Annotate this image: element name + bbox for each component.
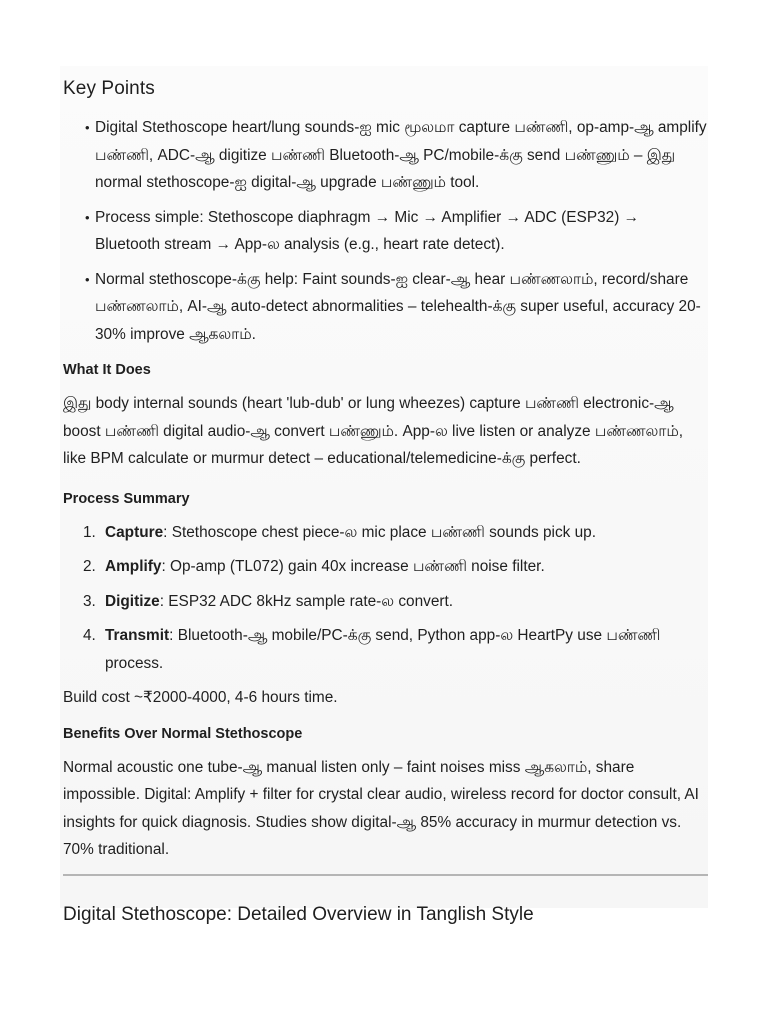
step-text: : ESP32 ADC 8kHz sample rate-ல convert. bbox=[159, 592, 454, 610]
key-points-list bbox=[63, 114, 708, 348]
step-number: 1. bbox=[83, 523, 96, 541]
list-item bbox=[83, 622, 708, 677]
step-term: Capture bbox=[105, 523, 164, 541]
step-term: Amplify bbox=[105, 558, 162, 575]
article-content bbox=[63, 72, 708, 926]
process-summary-heading: Process Summary bbox=[63, 490, 190, 507]
list-item: • Normal stethoscope-க்கு help: Faint sounds-ஐ clear-ஆ hear பண்ணலாம், record/share பண்ணலாம், AI-ஆ auto-detect abnormalities – telehealth-க்கு super useful, accuracy 20-30% improve ஆகலாம். bbox=[85, 266, 708, 349]
overview-section-title: Digital Stethoscope: Detailed Overview in Tanglish Style bbox=[63, 903, 534, 925]
step-term: Digitize bbox=[105, 592, 160, 610]
list-item bbox=[83, 519, 708, 547]
list-item bbox=[83, 553, 708, 581]
step-number: 2. bbox=[83, 558, 96, 575]
what-it-does-body: இது body internal sounds (heart 'lub-dub' or lung wheezes) capture பண்ணி electronic-ஆ boost பண்ணி digital audio-ஆ convert பண்ணும். App-ல live listen or analyze பண்ணலாம், like BPM calculate or murmur detect – educational/telemedicine-க்கு perfect. bbox=[63, 395, 683, 467]
step-term: Transmit bbox=[105, 627, 170, 644]
key-points-heading: Key Points bbox=[63, 78, 155, 99]
step-text: : Bluetooth-ஆ mobile/PC-க்கு send, Python app-ல HeartPy use பண்ணி process. bbox=[105, 627, 661, 672]
benefits-body: Normal acoustic one tube-ஆ manual listen only – faint noises miss ஆகலாம், share impossible. Digital: Amplify + filter for crystal clear audio, wireless record for doctor consult, AI insights for quick diagnosis. Studies show digital-ஆ 85% accuracy in murmur detection vs. 70% traditional. bbox=[63, 758, 699, 858]
section-divider bbox=[63, 874, 708, 876]
step-text: : Op-amp (TL072) gain 40x increase பண்ணி noise filter. bbox=[161, 558, 545, 575]
process-steps-list bbox=[63, 519, 708, 678]
list-item: • Process simple: Stethoscope diaphragm → Mic → Amplifier → ADC (ESP32) → Bluetooth stream → App-ல analysis (e.g., heart rate detect). bbox=[85, 204, 708, 259]
step-number: 3. bbox=[83, 592, 96, 610]
build-cost-text: Build cost ~₹2000-4000, 4-6 hours time. bbox=[63, 689, 338, 706]
step-text: : Stethoscope chest piece-ல mic place பண்ணி sounds pick up. bbox=[163, 523, 597, 541]
list-item: • Digital Stethoscope heart/lung sounds-ஐ mic மூலமா capture பண்ணி, op-amp-ஆ amplify பண்ணி, ADC-ஆ digitize பண்ணி Bluetooth-ஆ PC/mobile-க்கு send பண்ணும் – இது normal stethoscope-ஐ digital-ஆ upgrade பண்ணும் tool. bbox=[85, 114, 708, 197]
benefits-heading: Benefits Over Normal Stethoscope bbox=[63, 725, 303, 742]
step-number: 4. bbox=[83, 627, 96, 644]
what-it-does-heading: What It Does bbox=[63, 362, 151, 378]
list-item bbox=[83, 588, 708, 616]
